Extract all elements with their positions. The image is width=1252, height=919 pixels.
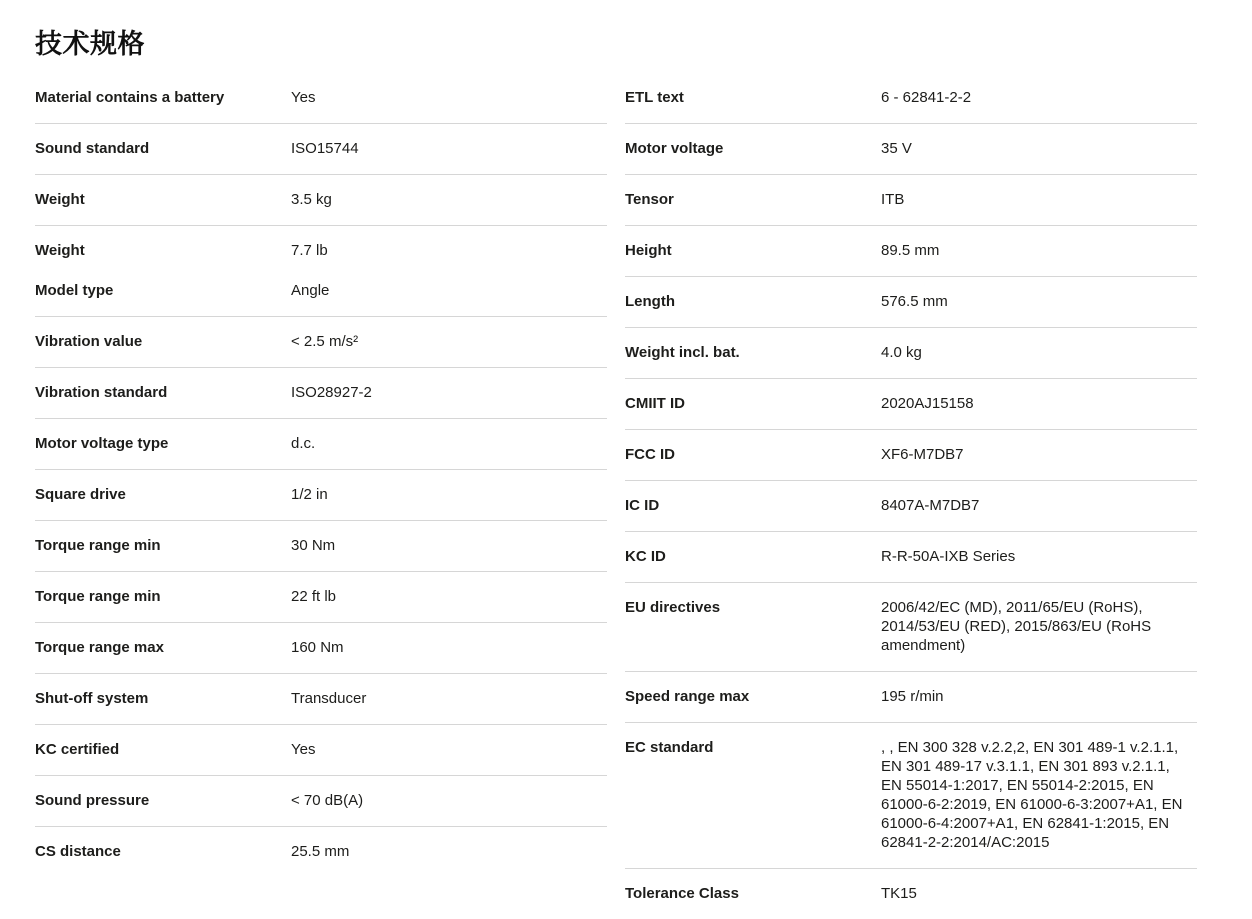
spec-label: EU directives (625, 599, 721, 616)
spec-value: 2020AJ15158 (881, 395, 974, 412)
table-row (625, 481, 1197, 532)
spec-value: 576.5 mm (881, 293, 948, 310)
spec-label: Sound standard (35, 140, 150, 157)
spec-label: Length (625, 293, 675, 310)
table-row (625, 583, 1197, 672)
table-row (35, 470, 607, 521)
spec-value: ISO28927-2 (291, 384, 372, 401)
spec-label: Vibration standard (35, 384, 168, 401)
spec-value: 3.5 kg (291, 191, 332, 208)
page-title: 技术规格 (35, 29, 145, 59)
table-row (625, 124, 1197, 175)
spec-value: d.c. (291, 435, 316, 452)
table-row (625, 532, 1197, 583)
spec-value: 7.7 lb (291, 242, 328, 259)
table-row (35, 827, 607, 877)
table-row (35, 317, 607, 368)
spec-label: Motor voltage type (35, 435, 169, 452)
spec-value: 25.5 mm (291, 843, 350, 860)
spec-label: IC ID (625, 497, 660, 514)
table-row (35, 674, 607, 725)
spec-label: Motor voltage (625, 140, 724, 157)
spec-value: XF6-M7DB7 (881, 446, 964, 463)
spec-label: Shut-off system (35, 690, 149, 707)
spec-label: EC standard (625, 739, 714, 756)
spec-label: Material contains a battery (35, 89, 225, 106)
table-row (35, 521, 607, 572)
table-row (625, 73, 1197, 124)
spec-label: Sound pressure (35, 792, 150, 809)
spec-label: Torque range min (35, 537, 161, 554)
table-row (35, 776, 607, 827)
spec-value: Transducer (291, 690, 367, 707)
spec-label: Height (625, 242, 672, 259)
spec-value: 35 V (881, 140, 912, 157)
spec-value: 2006/42/EC (MD), 2011/65/EU (RoHS), 2014/53/EU (RED), 2015/863/EU (RoHS amendment) (881, 599, 1152, 654)
table-row (35, 725, 607, 776)
spec-value: 1/2 in (291, 486, 328, 503)
spec-label: Vibration value (35, 333, 143, 350)
spec-label: Square drive (35, 486, 126, 503)
table-row (625, 277, 1197, 328)
table-row (625, 430, 1197, 481)
table-row (35, 572, 607, 623)
spec-label: Speed range max (625, 688, 750, 705)
spec-grid (35, 73, 1252, 919)
spec-label: Torque range min (35, 588, 161, 605)
spec-column-left (35, 73, 607, 877)
spec-value: < 2.5 m/s² (291, 333, 359, 350)
spec-value: 89.5 mm (881, 242, 940, 259)
table-row (35, 419, 607, 470)
spec-value: 30 Nm (291, 537, 336, 554)
spec-label: Weight (35, 242, 85, 259)
table-row (625, 328, 1197, 379)
spec-value: , , EN 300 328 v.2.2,2, EN 301 489-1 v.2.1.1, EN 301 489-17 v.3.1.1, EN 301 893 v.2.1.1, EN 55014-1:2017, EN 55014-2:2015, EN 61000-6-2:2019, EN 61000-6-3:2007+A1, EN 61000-6-4:2007+A1, EN 62841-1:2015, EN 62841-2-2:2014/AC:2015 (881, 739, 1183, 851)
spec-value: ISO15744 (291, 140, 359, 157)
spec-label: Tolerance Class (625, 885, 739, 902)
spec-pair (35, 241, 607, 260)
table-row (625, 226, 1197, 277)
spec-value: 6 - 62841-2-2 (881, 89, 972, 106)
table-row (35, 368, 607, 419)
table-row (35, 623, 607, 674)
table-row (625, 723, 1197, 869)
spec-column-right (625, 73, 1197, 919)
spec-label: CS distance (35, 843, 121, 860)
spec-label: Tensor (625, 191, 674, 208)
spec-value: Yes (291, 89, 316, 106)
spec-value: Angle (291, 282, 330, 299)
spec-label: ETL text (625, 89, 684, 106)
spec-pair (35, 281, 607, 300)
spec-label: KC certified (35, 741, 120, 758)
table-row (35, 124, 607, 175)
table-row (625, 175, 1197, 226)
spec-value: < 70 dB(A) (291, 792, 364, 809)
spec-value: 4.0 kg (881, 344, 922, 361)
table-row-merged (35, 226, 607, 317)
spec-label: KC ID (625, 548, 666, 565)
table-row (35, 175, 607, 226)
spec-label: Weight (35, 191, 85, 208)
spec-value: TK15 (881, 885, 917, 902)
spec-value: ITB (881, 191, 905, 208)
spec-label: FCC ID (625, 446, 675, 463)
spec-label: Torque range max (35, 639, 164, 656)
table-row (35, 73, 607, 124)
spec-label: Weight incl. bat. (625, 344, 740, 361)
table-row (625, 869, 1197, 919)
spec-value: 22 ft lb (291, 588, 337, 605)
table-row (625, 672, 1197, 723)
spec-value: 195 r/min (881, 688, 944, 705)
table-row (625, 379, 1197, 430)
spec-label: Model type (35, 282, 114, 299)
spec-label: CMIIT ID (625, 395, 685, 412)
spec-value: Yes (291, 741, 316, 758)
spec-value: 160 Nm (291, 639, 344, 656)
spec-value: R-R-50A-IXB Series (881, 548, 1016, 565)
spec-value: 8407A-M7DB7 (881, 497, 980, 514)
